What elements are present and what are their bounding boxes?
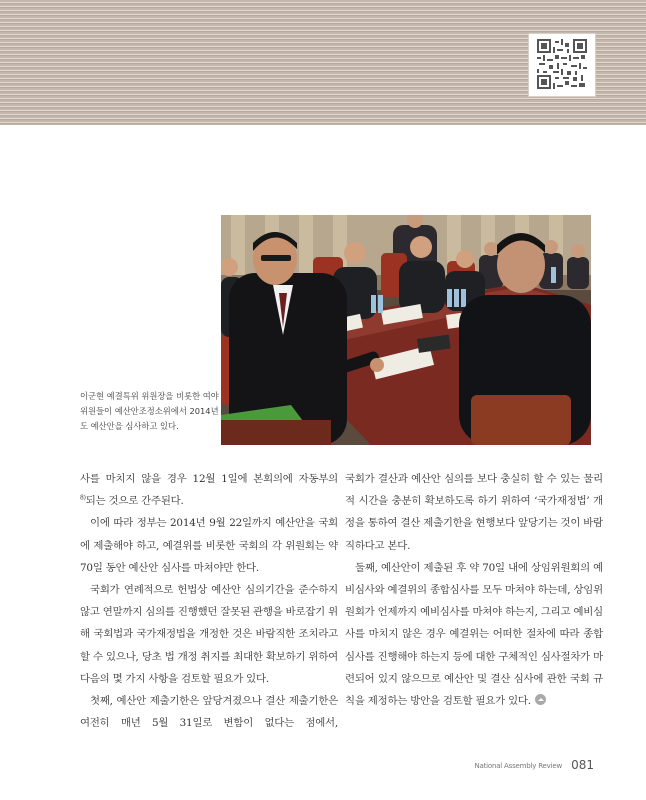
photo-caption: 이군현 예결특위 위원장을 비롯한 여야 위원들이 예산안조정소위에서 2014년도 예산안을 심사하고 있다. xyxy=(80,391,219,431)
paragraph-continuation-line: 사를 마치지 않을 경우 12월 1일에 본회의에 자동부의 xyxy=(80,473,338,485)
budget-review-photo xyxy=(221,215,591,445)
paragraph-continuation-end: $^{8)}$되는 것으로 간주된다. xyxy=(80,494,184,508)
page-footer xyxy=(474,754,594,773)
article-paragraph: 첫째, 예산안 제출기한은 앞당겨졌으나 결산 제출기한은 여전히 매년 5월 31일로 변함이 없다는 점에서, xyxy=(80,695,338,730)
article-paragraph: 국회가 연례적으로 헌법상 예산안 심의기간을 준수하지 않고 연말까지 심의를 진행했던 잘못된 관행을 바로잡기 위해 국회법과 국가재정법을 개정한 것은 바람직한 조치라고 할 수 있으나, 당초 법 개정 취지를 최대한 확보하기 위하여 다음의 몇 가지 사항을 검토할 필요가 있다. xyxy=(80,584,338,685)
qr-code-icon xyxy=(537,39,587,89)
article-paragraph: 둘째, 예산안이 제출된 후 약 70일 내에 상임위원회의 예비심사와 예결위의 종합심사를 모두 마쳐야 하는데, 상임위원회가 언제까지 예비심사를 마쳐야 하는지, 그리고 예비심사를 마치지 않은 경우 예결위는 어떠한 절차에 따라 종합심사를 진행해야 하는지 등에 대한 구체적인 심사절차가 마련되어 있지 않으므로 예산안 및 결산 심사에 관한 국회 규칙을 제정하는 방안을 검토할 필요가 있다. xyxy=(345,561,603,708)
qr-code-box[interactable] xyxy=(528,33,596,97)
article-column-left xyxy=(80,468,338,734)
article-paragraph: 국회가 결산과 예산안 심의를 보다 충실히 할 수 있는 물리적 시간을 충분히 확보하도록 하기 위하여 ‘국가재정법’ 개정을 통하여 결산 제출기한을 현행보다 앞당기는 것이 바람직하다고 본다. xyxy=(345,473,603,552)
article-column-right xyxy=(345,468,603,712)
footnote-marker: 8) xyxy=(80,494,86,502)
publication-name: National Assembly Review xyxy=(474,762,562,770)
page-number: 081 xyxy=(571,758,594,772)
article-end-icon xyxy=(535,694,546,705)
article-paragraph: 이에 따라 정부는 2014년 9월 22일까지 예산안을 국회에 제출해야 하고, 예결위를 비롯한 국회의 각 위원회는 약 70일 동안 예산안 심사를 마쳐야만 한다. xyxy=(80,517,338,574)
